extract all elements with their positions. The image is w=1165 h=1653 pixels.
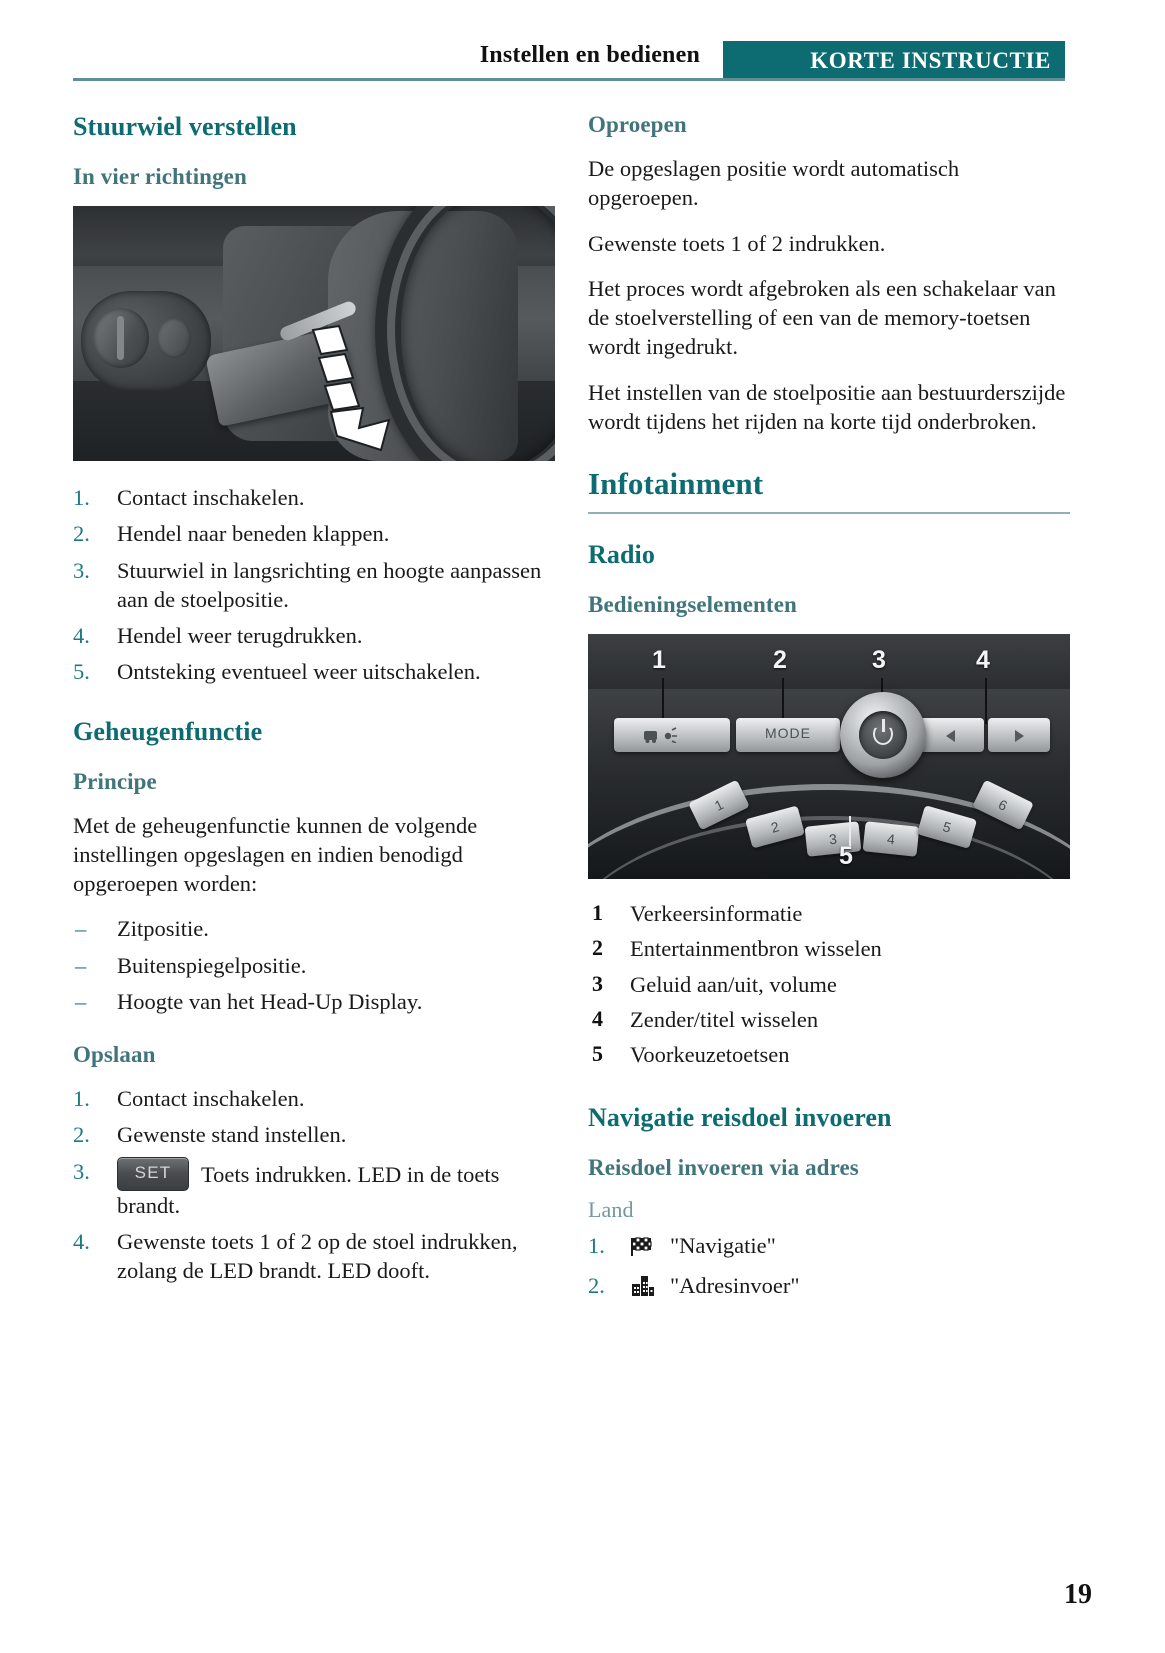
chapter-rule (588, 512, 1070, 514)
step-number: 1. (73, 485, 90, 510)
step-number: 4. (73, 1228, 90, 1254)
checkered-flag-icon (630, 1234, 656, 1258)
preset-button-label: 3 (828, 830, 838, 848)
list-item-text: Zitpositie. (117, 916, 209, 942)
dash-marker: – (75, 952, 87, 978)
legend-number: 2 (592, 935, 603, 961)
steering-column-adjust-photo (73, 206, 555, 461)
callout-4: 4 (976, 646, 990, 674)
preset-button-4[interactable] (863, 821, 920, 856)
callout-line-1 (662, 678, 664, 720)
list-item (588, 1040, 1070, 1069)
legend-text: Zender/titel wisselen (630, 1006, 819, 1032)
legend-text: Entertainmentbron wisselen (630, 936, 882, 962)
list-item (588, 970, 1070, 999)
callout-2: 2 (773, 646, 787, 674)
subheading-save: Opslaan (73, 1042, 156, 1067)
set-key-label: SET (134, 1163, 172, 1183)
set-key-icon (117, 1157, 189, 1191)
mode-button[interactable] (736, 718, 840, 752)
steering-wheel-rim-highlight (387, 206, 555, 461)
principle-paragraph: Met de geheugenfunctie kunnen de volgende instellingen opgeslagen en indien benodigd opgeroepen worden: (73, 812, 478, 896)
label-heading-land: Land (588, 1197, 634, 1223)
callout-line-2 (782, 678, 784, 720)
list-item (73, 951, 555, 980)
legend-number: 5 (592, 1041, 603, 1066)
list-item-text: Hoogte van het Head-Up Display. (117, 988, 423, 1014)
list-item (73, 556, 555, 615)
page-header (0, 0, 1165, 92)
step-text: "Adresinvoer" (670, 1272, 800, 1298)
list-item-text: Buitenspiegelpositie. (117, 952, 307, 978)
recall-paragraph: Het instellen van de stoelpositie aan bestuurderszijde wordt tijdens het rijden na korte tijd onderbroken. (588, 379, 1066, 434)
step-number: 3. (73, 1158, 90, 1184)
chapter-tab (723, 41, 1065, 79)
step-text: Gewenste stand instellen. (117, 1122, 347, 1148)
header-rule (73, 78, 1065, 81)
list-item (588, 1005, 1070, 1034)
list-item (73, 1120, 555, 1149)
step-text: Contact inschakelen. (117, 1086, 305, 1111)
traffic-info-button[interactable] (614, 718, 730, 752)
preset-button-label: 1 (711, 796, 727, 814)
seek-previous-button[interactable] (920, 718, 984, 752)
power-icon-stem (882, 719, 885, 732)
navigation-steps (588, 1231, 1070, 1300)
step-text: Stuurwiel in langsrichting en hoogte aanpassen aan de stoelpositie. (117, 557, 542, 612)
step-number: 4. (73, 623, 90, 648)
section-heading-navigation: Navigatie reisdoel invoeren (588, 1103, 892, 1133)
right-column (588, 112, 1070, 1310)
list-item (73, 519, 555, 548)
volume-power-knob[interactable] (840, 692, 926, 778)
chapter-tab-label: KORTE INSTRUCTIE (810, 48, 1051, 73)
list-item (73, 1227, 555, 1286)
step-number: 3. (73, 557, 90, 583)
triangle-right-icon (1015, 730, 1024, 742)
step-text: Toets indrukken. LED in de toets brandt. (117, 1161, 500, 1218)
legend-number: 4 (592, 1005, 603, 1031)
section-heading-radio: Radio (588, 540, 655, 569)
step-number: 1. (73, 1086, 90, 1111)
subheading-controls: Bedieningselementen (588, 592, 797, 617)
list-item (588, 899, 1070, 928)
secondary-rotary-switch-icon (157, 318, 191, 358)
step-text: Hendel naar beneden klappen. (117, 521, 390, 547)
knob-inner-face (859, 711, 907, 759)
step-text: "Navigatie" (670, 1233, 776, 1259)
page-number: 19 (1064, 1579, 1092, 1610)
preset-button-label: 4 (886, 830, 896, 848)
triangle-left-icon (946, 730, 955, 742)
light-rotary-switch-icon (93, 308, 149, 368)
dash-marker: – (75, 916, 87, 942)
mode-button-label: MODE (765, 725, 811, 741)
step-text: Contact inschakelen. (117, 485, 305, 510)
list-item (73, 914, 555, 943)
preset-button-label: 2 (769, 818, 781, 836)
steps-four-directions (73, 483, 555, 687)
dash-marker: – (75, 988, 87, 1014)
step-number: 2. (73, 521, 90, 547)
list-item (73, 657, 555, 686)
list-item (73, 987, 555, 1016)
list-item (588, 1231, 1070, 1260)
preset-button-label: 5 (941, 818, 953, 836)
legend-text: Verkeersinformatie (630, 901, 803, 926)
recall-paragraph: Gewenste toets 1 of 2 indrukken. (588, 230, 886, 256)
legend-number: 3 (592, 970, 603, 996)
list-item (73, 1084, 555, 1113)
callout-3: 3 (872, 646, 886, 674)
list-item (73, 1157, 555, 1220)
seek-next-button[interactable] (988, 718, 1050, 752)
city-buildings-icon (630, 1274, 656, 1298)
subheading-four-directions: In vier richtingen (73, 164, 247, 189)
step-number: 1. (588, 1233, 605, 1259)
running-title: Instellen en bedienen (479, 42, 700, 68)
principle-item-list (73, 914, 555, 1016)
callout-5: 5 (839, 842, 853, 870)
callout-1: 1 (652, 646, 666, 674)
radio-legend-list (588, 899, 1070, 1069)
radio-control-panel-photo (588, 634, 1070, 879)
subheading-address-entry: Reisdoel invoeren via adres (588, 1155, 859, 1181)
preset-button-label: 6 (995, 796, 1011, 814)
list-item (73, 621, 555, 650)
recall-paragraph: De opgeslagen positie wordt automatisch opgeroepen. (588, 156, 960, 211)
step-text: Hendel weer terugdrukken. (117, 623, 363, 648)
list-item (73, 483, 555, 512)
legend-text: Geluid aan/uit, volume (630, 971, 837, 997)
legend-text: Voorkeuzetoetsen (630, 1042, 790, 1067)
list-item (588, 934, 1070, 963)
legend-number: 1 (592, 900, 603, 925)
section-heading-steering: Stuurwiel verstellen (73, 112, 297, 141)
subheading-recall: Oproepen (588, 112, 687, 137)
chapter-heading-infotainment: Infotainment (588, 466, 764, 501)
steps-save (73, 1084, 555, 1285)
traffic-info-icon (644, 727, 684, 743)
section-heading-memory: Geheugenfunctie (73, 716, 263, 746)
step-number: 2. (588, 1272, 605, 1298)
subheading-principle: Principe (73, 768, 157, 794)
step-text: Ontsteking eventueel weer uitschakelen. (117, 659, 481, 685)
step-number: 5. (73, 659, 90, 685)
callout-line-4 (985, 678, 987, 724)
recall-paragraph: Het proces wordt afgebroken als een schakelaar van de stoelverstelling of een van de memory-toetsen wordt ingedrukt. (588, 275, 1056, 360)
step-number: 2. (73, 1122, 90, 1148)
list-item (588, 1271, 1070, 1300)
left-column (73, 112, 555, 1303)
step-text: Gewenste toets 1 of 2 op de stoel indrukken, zolang de LED brandt. LED dooft. (117, 1228, 518, 1283)
